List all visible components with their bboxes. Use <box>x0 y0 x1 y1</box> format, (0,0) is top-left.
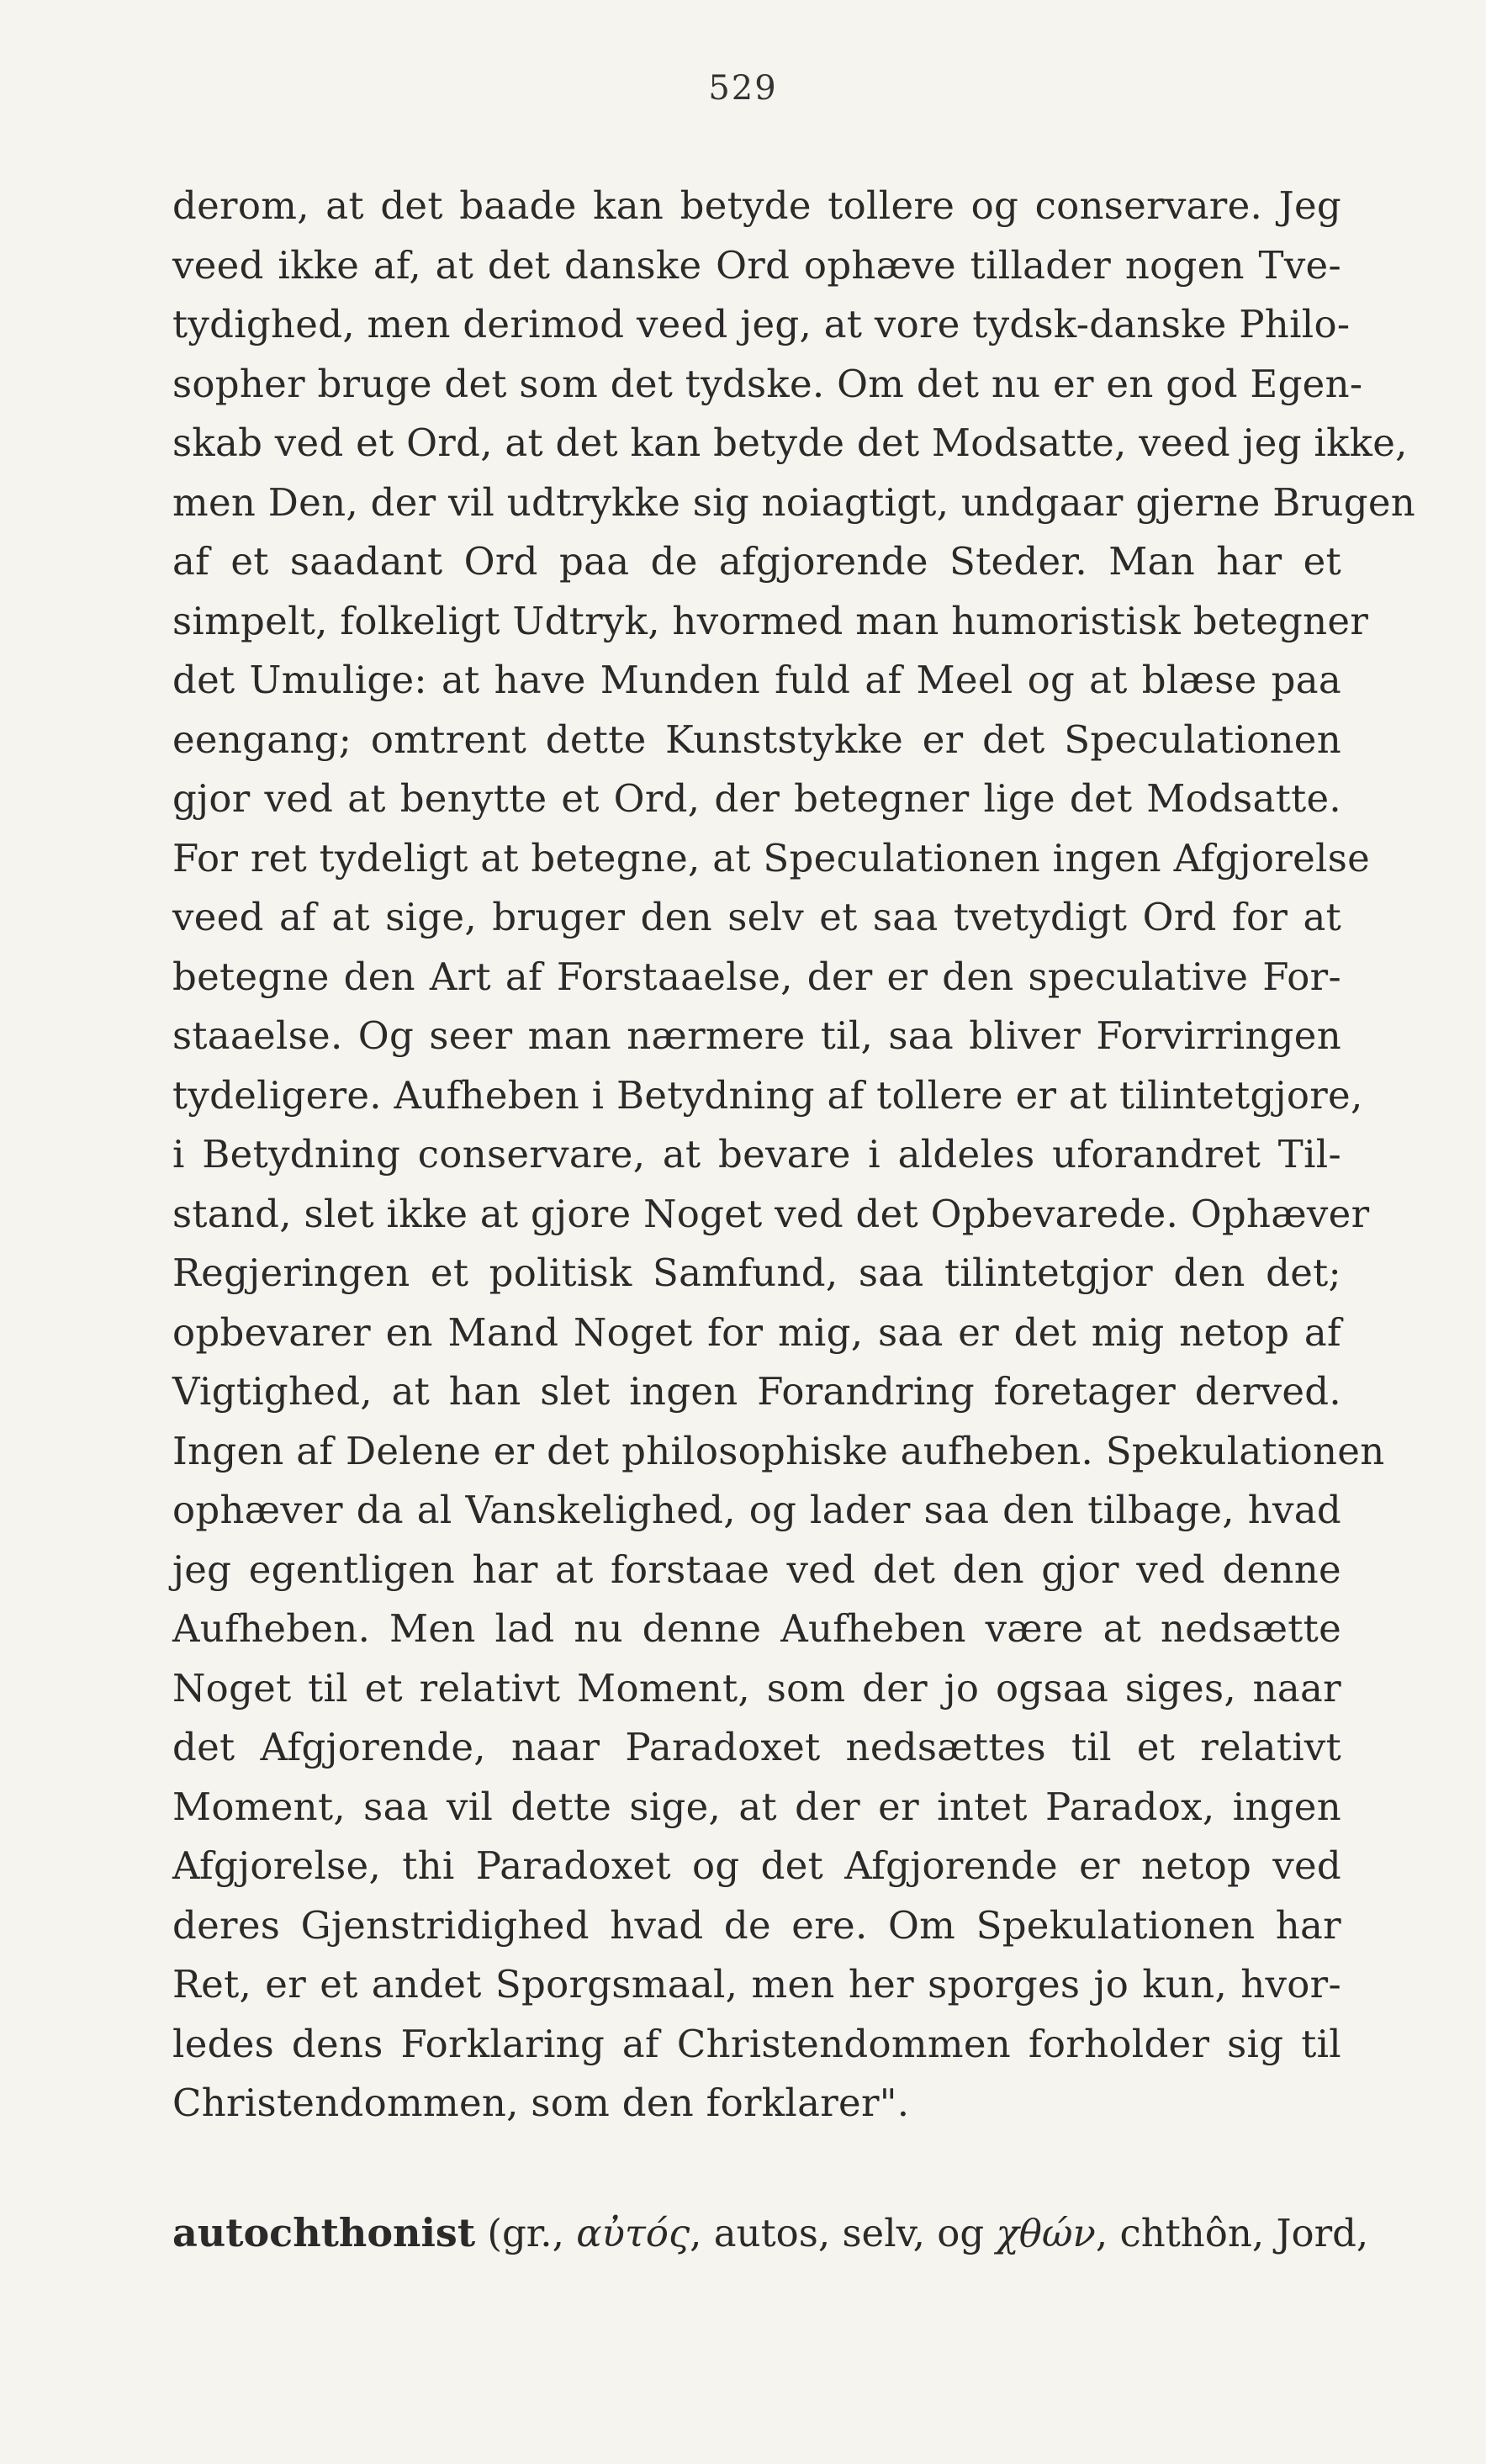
text-line: Afgjorelse, thi Paradoxet og det Afgjorende er netop ved <box>172 1843 1341 1888</box>
text-line: stand, slet ikke at gjore Noget ved det Opbevarede. Ophæver <box>172 1191 1370 1236</box>
text-line: Regjeringen et politisk Samfund, saa tilintetgjor den det; <box>172 1251 1341 1295</box>
text-line: opbevarer en Mand Noget for mig, saa er det mig netop af <box>172 1309 1341 1355</box>
text-line: Aufheben. Men lad nu denne Aufheben være at nedsætte <box>172 1606 1341 1651</box>
text-line: gjor ved at benytte et Ord, der betegner lige det Modsatte. <box>172 776 1341 821</box>
text-line: betegne den Art af Forstaaelse, der er den speculative For- <box>172 954 1341 999</box>
text-line: tydighed, men derimod veed jeg, at vore tydsk-danske Philo- <box>172 302 1351 346</box>
entry-headword: autochthonist <box>172 2210 476 2255</box>
entry-text: , chthôn, Jord, <box>1095 2211 1369 2255</box>
text-line: sopher bruge det som det tydske. Om det nu er en god Egen- <box>172 361 1363 406</box>
text-line: simpelt, folkeligt Udtryk, hvormed man humoristisk betegner <box>172 598 1369 643</box>
entry-text: , autos, selv, og <box>690 2211 997 2255</box>
text-line: Vigtighed, at han slet ingen Forandring foretager derved. <box>172 1369 1341 1414</box>
text-line: af et saadant Ord paa de afgjorende Steder. Man har et <box>172 539 1341 584</box>
entry-text: (gr., <box>475 2211 577 2255</box>
text-line: Moment, saa vil dette sige, at der er intet Paradox, ingen <box>172 1784 1341 1829</box>
text-line: jeg egentligen har at forstaae ved det den gjor ved denne <box>172 1547 1341 1592</box>
text-line: staaelse. Og seer man nærmere til, saa bliver Forvirringen <box>172 1013 1341 1058</box>
dictionary-entry <box>172 2203 1369 2262</box>
body-text <box>172 177 1416 2134</box>
text-line: i Betydning conservare, at bevare i aldeles uforandret Til- <box>172 1132 1341 1176</box>
text-line: veed ikke af, at det danske Ord ophæve tillader nogen Tve- <box>172 242 1341 288</box>
text-line: Noget til et relativt Moment, som der jo ogsaa siges, naar <box>172 1665 1341 1711</box>
entry-greek-word: χθών <box>996 2211 1096 2255</box>
text-line: eengang; omtrent dette Kunststykke er det Speculationen <box>172 716 1341 762</box>
text-line: Christendommen, som den forklarer". <box>172 2081 910 2125</box>
text-line: ledes dens Forklaring af Christendommen forholder sig til <box>172 2021 1341 2066</box>
text-line: ophæver da al Vanskelighed, og lader saa den tilbage, hvad <box>172 1488 1341 1532</box>
text-line: men Den, der vil udtrykke sig noiagtigt, undgaar gjerne Brugen <box>172 479 1416 525</box>
text-line: derom, at det baade kan betyde tollere og conservare. Jeg <box>172 183 1341 228</box>
text-line: Ret, er et andet Sporgsmaal, men her sporges jo kun, hvor- <box>172 1962 1341 2007</box>
text-line: det Afgjorende, naar Paradoxet nedsættes til et relativt <box>172 1725 1341 1769</box>
text-line: skab ved et Ord, at det kan betyde det Modsatte, veed jeg ikke, <box>172 420 1408 465</box>
text-line: For ret tydeligt at betegne, at Speculationen ingen Afgjorelse <box>172 835 1371 880</box>
text-line: deres Gjenstridighed hvad de ere. Om Spekulationen har <box>172 1902 1341 1948</box>
text-line: tydeligere. Aufheben i Betydning af tollere er at tilintetgjore, <box>172 1072 1363 1118</box>
page-number: 529 <box>708 69 778 108</box>
text-line: Ingen af Delene er det philosophiske aufheben. Spekulationen <box>172 1428 1385 1473</box>
text-line: veed af at sige, bruger den selv et saa tvetydigt Ord for at <box>172 895 1341 939</box>
entry-greek-word: αὐτός <box>576 2211 690 2255</box>
text-line: det Umulige: at have Munden fuld af Meel og at blæse paa <box>172 658 1341 702</box>
